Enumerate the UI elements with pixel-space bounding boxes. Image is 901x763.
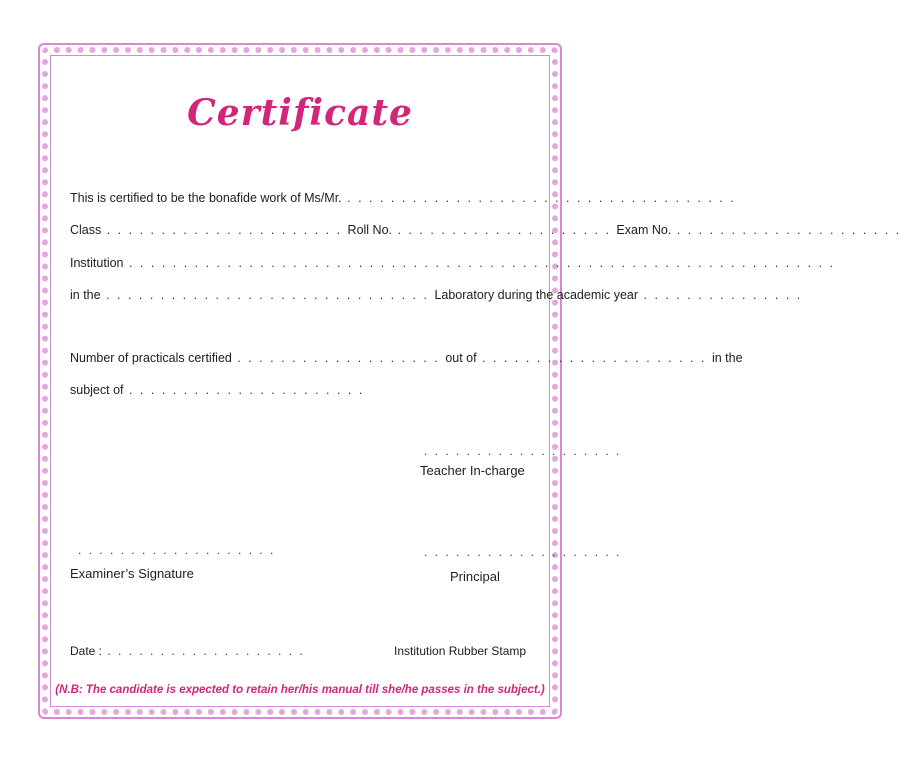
- in-the-end-label: in the: [711, 351, 743, 365]
- practicals-blank: . . . . . . . . . . . . . . . . . . .: [231, 351, 446, 365]
- bonafide-line: [70, 191, 736, 205]
- examiner-signature-line: . . . . . . . . . . . . . . . . . . .: [78, 543, 276, 557]
- practicals-label: Number of practicals certified: [70, 351, 232, 365]
- examiner-label: Examiner’s Signature: [70, 566, 194, 581]
- principal-label: Principal: [450, 569, 500, 584]
- principal-signature-line: . . . . . . . . . . . . . . . . . . .: [424, 545, 622, 559]
- out-of-label: out of: [445, 351, 477, 365]
- exam-blank: . . . . . . . . . . . . . . . . . . . . .: [671, 223, 901, 237]
- subject-label: subject of: [70, 383, 124, 397]
- institution-label: Institution: [70, 256, 124, 270]
- institution-line: [70, 256, 835, 270]
- practicals-line: [70, 351, 743, 365]
- date-field: [70, 644, 305, 658]
- exam-label: Exam No.: [616, 223, 672, 237]
- out-of-blank: . . . . . . . . . . . . . . . . . . . . .: [476, 351, 712, 365]
- class-label: Class: [70, 223, 102, 237]
- bonafide-label: This is certified to be the bonafide work of Ms/Mr.: [70, 191, 342, 205]
- year-blank: . . . . . . . . . . . . . . .: [638, 288, 803, 302]
- inner-border: [50, 55, 550, 707]
- roll-blank: . . . . . . . . . . . . . . . . . . . .: [392, 223, 617, 237]
- roll-label: Roll No.: [347, 223, 393, 237]
- class-line: [70, 223, 901, 237]
- teacher-signature-line: . . . . . . . . . . . . . . . . . . .: [424, 444, 622, 458]
- institution-blank: . . . . . . . . . . . . . . . . . . . . . . . . . . . . . . . . . . . . . . . . . . . . . . . . . . . . . . . . . . . . . . . . .: [123, 256, 835, 270]
- subject-line: [70, 383, 532, 397]
- nb-note: (N.B: The candidate is expected to retain her/his manual till she/he passes in the subject.): [55, 684, 545, 696]
- in-the-label: in the: [70, 288, 101, 302]
- name-blank: . . . . . . . . . . . . . . . . . . . . . . . . . . . . . . . . . . . .: [341, 191, 736, 205]
- laboratory-line: [70, 288, 803, 302]
- laboratory-label: Laboratory during the academic year: [434, 288, 639, 302]
- teacher-label: Teacher In-charge: [420, 463, 525, 478]
- date-label: Date :: [70, 644, 103, 658]
- subject-blank: . . . . . . . . . . . . . . . . . . . . . .: [123, 383, 365, 397]
- stamp-label: Institution Rubber Stamp: [394, 644, 527, 658]
- date-blank: . . . . . . . . . . . . . . . . . . .: [102, 644, 305, 658]
- lab-blank: . . . . . . . . . . . . . . . . . . . . . . . . . . . . . .: [100, 288, 435, 302]
- certificate-title: Certificate: [187, 92, 413, 134]
- class-blank: . . . . . . . . . . . . . . . . . . . . . .: [101, 223, 348, 237]
